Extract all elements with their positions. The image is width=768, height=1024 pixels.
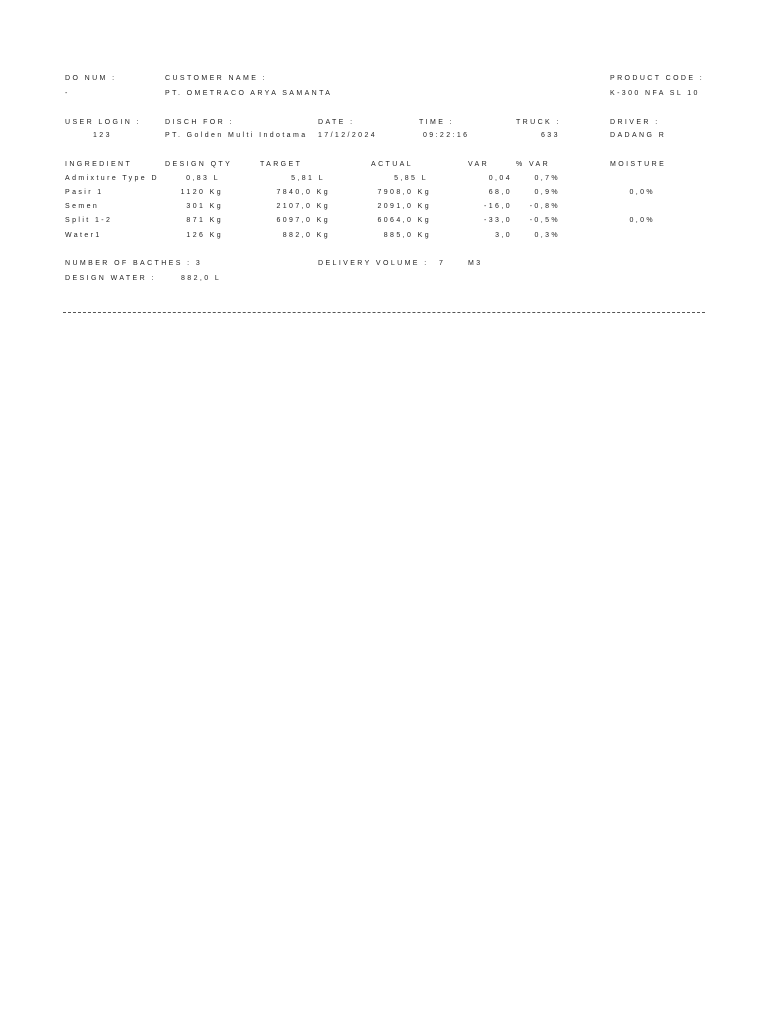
cell-actual: 6064,0 Kg [377, 217, 431, 224]
cell-pct-var: 0,9% [534, 189, 560, 196]
cell-ingredient: Water1 [65, 232, 102, 239]
user-login-value: 123 [93, 132, 112, 139]
disch-for-value: PT. Golden Multi Indotama [165, 132, 308, 139]
cell-pct-var: 0,3% [534, 232, 560, 239]
cell-var: -33,0 [484, 217, 512, 224]
product-code-label: PRODUCT CODE : [610, 75, 705, 82]
number-of-batches: NUMBER OF BACTHES : 3 [65, 260, 203, 267]
delivery-volume-label: DELIVERY VOLUME : [318, 260, 429, 267]
cell-design-qty: 1120 Kg [180, 189, 223, 196]
cell-pct-var: -0,8% [529, 203, 560, 210]
cell-actual: 885,0 Kg [383, 232, 431, 239]
cell-ingredient: Split 1-2 [65, 217, 113, 224]
col-header-var: VAR [468, 161, 490, 168]
col-header-design-qty: DESIGN QTY [165, 161, 233, 168]
cell-var: 0,04 [488, 175, 512, 182]
date-value: 17/12/2024 [318, 132, 378, 139]
delivery-volume-unit: M3 [468, 260, 483, 267]
design-water-label: DESIGN WATER : [65, 275, 156, 282]
user-login-label: USER LOGIN : [65, 119, 141, 126]
delivery-volume-value: 7 [439, 260, 446, 267]
cell-actual: 7908,0 Kg [377, 189, 431, 196]
col-header-pct-var: % VAR [516, 161, 551, 168]
cell-design-qty: 871 Kg [186, 217, 223, 224]
cell-design-qty: 126 Kg [186, 232, 223, 239]
cell-target: 882,0 Kg [282, 232, 330, 239]
cell-var: 3,0 [495, 232, 512, 239]
cell-pct-var: -0,5% [529, 217, 560, 224]
col-header-actual: ACTUAL [371, 161, 414, 168]
time-label: TIME : [419, 119, 455, 126]
cell-var: 68,0 [488, 189, 512, 196]
truck-value: 633 [541, 132, 560, 139]
driver-label: DRIVER : [610, 119, 660, 126]
cell-design-qty: 301 Kg [186, 203, 223, 210]
cell-ingredient: Admixture Type D [65, 175, 159, 182]
customer-name-value: PT. OMETRACO ARYA SAMANTA [165, 90, 333, 97]
do-num-value: - [65, 90, 70, 97]
cell-target: 7840,0 Kg [276, 189, 330, 196]
design-water-value: 882,0 L [181, 275, 222, 282]
driver-value: DADANG R [610, 132, 667, 139]
cell-moisture: 0,0% [629, 189, 655, 196]
dashed-divider [63, 312, 705, 313]
cell-actual: 2091,0 Kg [377, 203, 431, 210]
product-code-value: K-300 NFA SL 10 [610, 90, 700, 97]
col-header-moisture: MOISTURE [610, 161, 667, 168]
time-value: 09:22:16 [423, 132, 470, 139]
cell-var: -16,0 [484, 203, 512, 210]
cell-target: 2107,0 Kg [276, 203, 330, 210]
cell-target: 5,81 L [291, 175, 325, 182]
date-label: DATE : [318, 119, 355, 126]
cell-ingredient: Pasir 1 [65, 189, 104, 196]
col-header-ingredient: INGREDIENT [65, 161, 133, 168]
cell-design-qty: 0,83 L [186, 175, 220, 182]
truck-label: TRUCK : [516, 119, 561, 126]
do-num-label: DO NUM : [65, 75, 117, 82]
cell-ingredient: Semen [65, 203, 100, 210]
cell-moisture: 0,0% [629, 217, 655, 224]
customer-name-label: CUSTOMER NAME : [165, 75, 267, 82]
cell-actual: 5,85 L [394, 175, 428, 182]
disch-for-label: DISCH FOR : [165, 119, 234, 126]
cell-target: 6097,0 Kg [276, 217, 330, 224]
cell-pct-var: 0,7% [534, 175, 560, 182]
col-header-target: TARGET [260, 161, 303, 168]
